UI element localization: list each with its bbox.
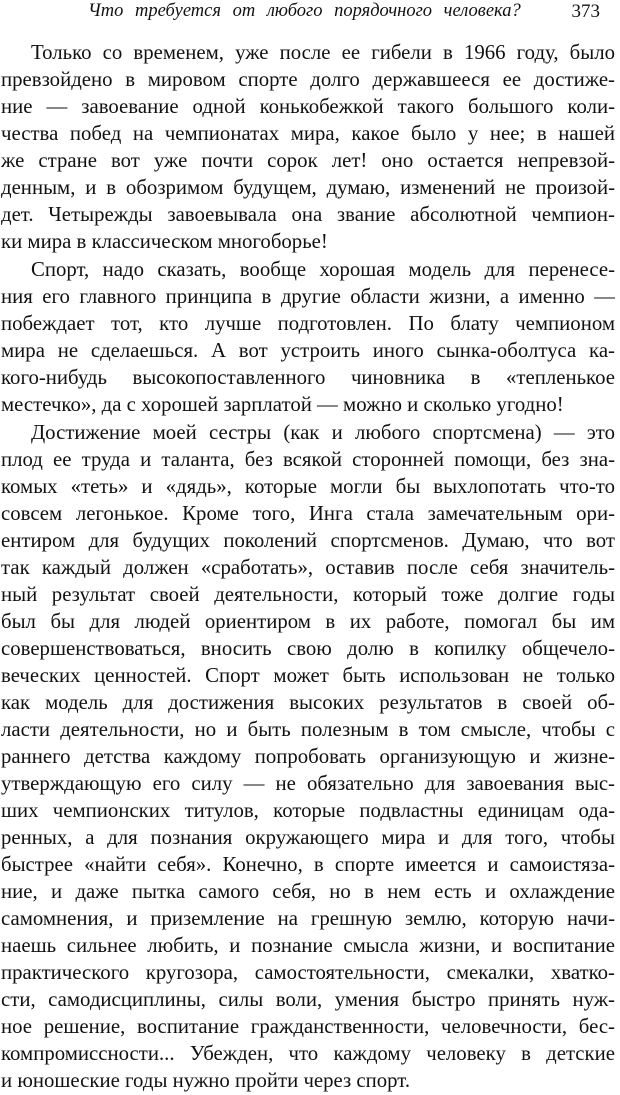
text-line: ние — завоевание одной конькобежкой такого большого коли- (1, 95, 615, 118)
text-line: местечко», да с хорошей зарплатой — можно и сколько угодно! (1, 393, 564, 416)
text-line: быстрее «найти себя». Конечно, в спорте имеется и самоистяза- (1, 853, 615, 876)
text-line: мира не сделаешься. А вот устроить иного сынка-оболтуса ка- (1, 339, 615, 362)
running-header (0, 0, 620, 30)
text-line: плод ее труда и таланта, без всякой сторонней помощи, без зна- (1, 448, 615, 471)
running-title: Что требуется от любого порядочного человека? (88, 1, 521, 21)
text-line: ное решение, воспитание гражданственности, человечности, бес- (1, 1015, 615, 1038)
text-line: комых «теть» и «дядь», которые могли бы выхлопотать что-то (1, 475, 615, 498)
text-line: ласти деятельности, но и быть полезным в том смысле, чтобы с (1, 718, 615, 741)
text-line: ших чемпионских титулов, которые подвластны единицам ода- (1, 799, 615, 822)
text-line: кого-нибудь высокопоставленного чиновника в «тепленькое (1, 366, 615, 389)
text-line: ния его главного принципа в другие области жизни, а именно — (1, 285, 615, 308)
text-line: ренных, а для познания окружающего мира и для того, чтобы (1, 826, 615, 849)
paragraph (1, 256, 615, 418)
text-line: Спорт, надо сказать, вообще хорошая модель для перенесе- (31, 258, 615, 281)
text-line: так каждый должен «сработать», оставив после себя значитель- (1, 556, 615, 579)
text-line: превзойдено в мировом спорте долго державшееся ее достиже- (1, 68, 615, 91)
text-line: же стране вот уже почти сорок лет! оно остается непревзой- (1, 149, 615, 172)
body-text (1, 39, 615, 1095)
paragraph (1, 39, 615, 255)
text-line: Только со временем, уже после ее гибели в 1966 году, было (31, 41, 615, 64)
text-line: ки мира в классическом многоборье! (1, 230, 328, 253)
text-line: ный результат своей деятельности, который тоже долгие годы (1, 583, 615, 606)
text-line: наешь сильнее любить, и познание смысла жизни, и воспитание (1, 934, 615, 957)
text-line: совсем легонькое. Кроме того, Инга стала замечательным ори- (1, 502, 615, 525)
text-line: самомнения, и приземление на грешную землю, которую начи- (1, 907, 615, 930)
text-line: утверждающую его силу — не обязательно для завоевания выс- (1, 772, 615, 795)
text-line: Достижение моей сестры (как и любого спортсмена) — это (31, 421, 615, 444)
page-number: 373 (571, 1, 600, 22)
text-line: компромиссности... Убежден, что каждому человеку в детские (1, 1042, 615, 1065)
text-line: практического кругозора, самостоятельности, смекалки, хватко- (1, 961, 615, 984)
text-line: денным, и в обозримом будущем, думаю, изменений не произой- (1, 176, 615, 199)
text-line: сти, самодисциплины, силы воли, умения быстро принять нуж- (1, 988, 615, 1011)
text-line: побеждает тот, кто лучше подготовлен. По блату чемпионом (1, 312, 615, 335)
text-line: раннего детства каждому попробовать организующую и жизне- (1, 745, 615, 768)
text-line: дет. Четырежды завоевывала она звание абсолютной чемпион- (1, 203, 615, 226)
text-line: и юношеские годы нужно пройти через спорт. (1, 1069, 411, 1092)
text-line: веческих ценностей. Спорт может быть использован не только (1, 664, 615, 687)
text-line: был бы для людей ориентиром в их работе, помогал бы им (1, 610, 615, 633)
text-line: совершенствоваться, вносить свою долю в копилку общечело- (1, 637, 615, 660)
paragraph (1, 419, 615, 1094)
text-line: ентиром для будущих поколений спортсменов. Думаю, что вот (1, 529, 615, 552)
text-line: ние, и даже пытка самого себя, но в нем есть и охлаждение (1, 880, 615, 903)
text-line: как модель для достижения высоких результатов в своей об- (1, 691, 615, 714)
text-line: чества побед на чемпионатах мира, какое было у нее; в нашей (1, 122, 615, 145)
